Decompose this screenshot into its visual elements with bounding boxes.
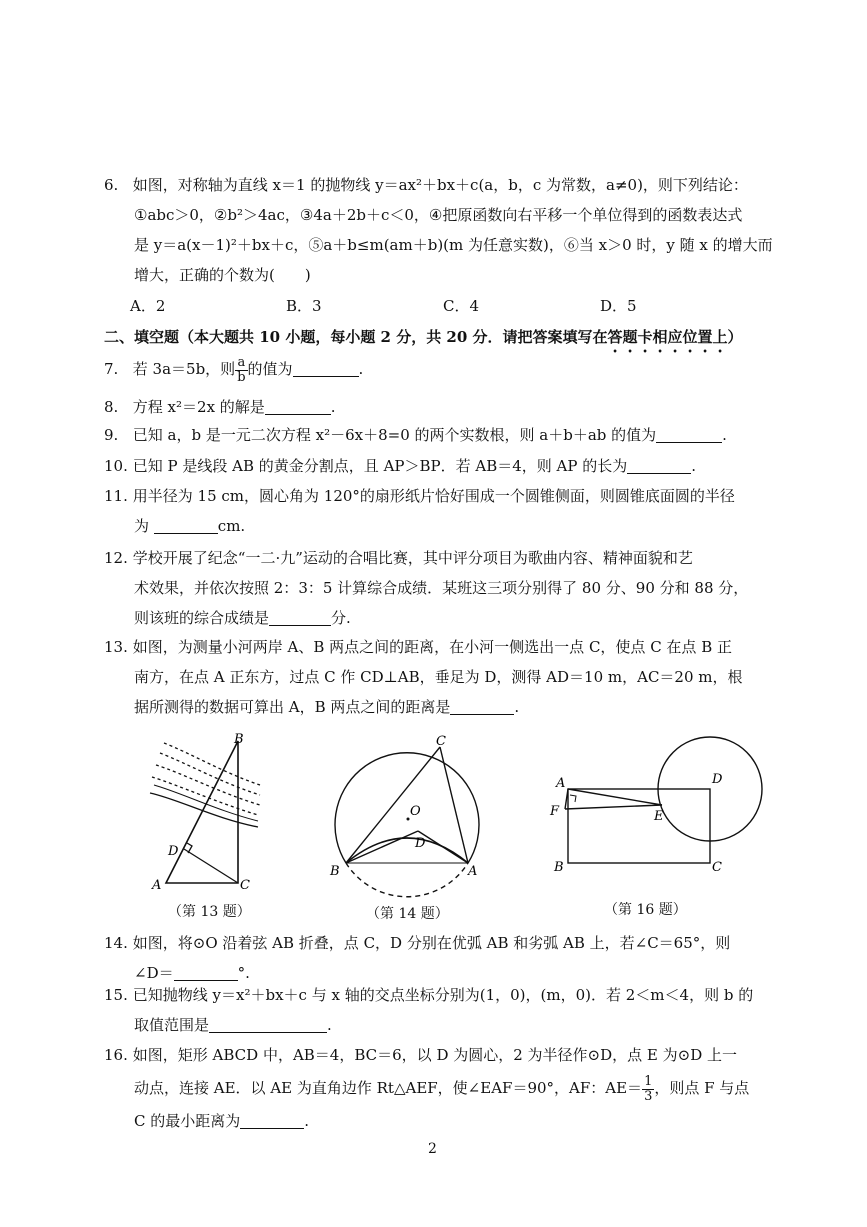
section-header: 二、填空题（本大题共 10 小题，每小题 2 分，共 20 分．请把答案填写在答题卡相应位置上） [104, 328, 743, 346]
question-7: 7. 若 3a＝5b，则 $\frac{a}{b}$ 的值为 . [104, 354, 364, 385]
question-text: 增大，正确的个数为( ) [134, 266, 311, 284]
point-label: C [712, 860, 722, 875]
answer-blank[interactable] [293, 358, 359, 377]
answer-blank[interactable] [450, 696, 514, 715]
figure-13 [148, 733, 268, 893]
point-label: D [415, 836, 426, 851]
option-a[interactable]: A．2 [130, 297, 166, 315]
question-8: 8. 方程 x²＝2x 的解是 . [104, 398, 336, 416]
option-c[interactable]: C．4 [443, 297, 480, 315]
point-label: A [152, 878, 162, 893]
point-label: C [436, 734, 446, 749]
answer-blank[interactable] [174, 962, 238, 981]
fraction: $\frac{a}{b}$ [237, 354, 246, 385]
page-number: 2 [428, 1141, 437, 1157]
question-16: 16. 如图，矩形 ABCD 中，AB＝4，BC＝6，以 D 为圆心，2 为半径作⊙D，点 E 为⊙D 上一 动点，连接 AE．以 AE 为直角边作 Rt△AEF，使∠EAF＝90°，AF：AE＝ $\frac{1}{3}$ ，则点 F 与点 C 的最小距离为 . [104, 1046, 750, 1130]
question-number: 6. [104, 176, 119, 194]
option-b[interactable]: B．3 [286, 297, 322, 315]
point-label: A [468, 864, 478, 879]
figure-caption: （第 14 题） [366, 906, 449, 922]
question-6 [104, 170, 774, 290]
figure-caption: （第 16 题） [604, 902, 687, 918]
point-label: D [712, 772, 723, 787]
point-label: C [240, 878, 250, 893]
figure-14 [320, 733, 500, 903]
question-9: 9. 已知 a，b 是一元二次方程 x²－6x＋8=0 的两个实数根，则 a＋b＋ab 的值为 . [104, 426, 727, 444]
fraction: $\frac{1}{3}$ [644, 1073, 653, 1104]
question-11: 11. 用半径为 15 cm，圆心角为 120°的扇形纸片恰好围成一个圆锥侧面，则圆锥底面圆的半径 为 cm. [104, 487, 735, 535]
answer-blank[interactable] [627, 455, 691, 474]
answer-blank[interactable] [269, 607, 331, 626]
figure-16 [548, 733, 764, 883]
question-13: 13. 如图，为测量小河两岸 A、B 两点之间的距离，在小河一侧选出一点 C，使点 C 在点 B 正 南方，在点 A 正东方，过点 C 作 CD⊥AB，垂足为 D，测得 AD＝10 m，AC＝20 m，根 据所测得的数据可算出 A，B 两点之间的距离是 . [104, 638, 743, 716]
option-d[interactable]: D．5 [600, 297, 637, 315]
question-text: 是 y＝a(x－1)²＋bx＋c，⑤a＋b≤m(am＋b)(m 为任意实数)，⑥当 x＞0 时，y 随 x 的增大而 [134, 236, 773, 254]
emphasized-text: 答题卡相应位置上 [607, 328, 728, 346]
question-text: ①abc＞0，②b²＞4ac，③4a＋2b＋c＜0，④把原函数向右平移一个单位得到的函数表达式 [134, 206, 743, 224]
question-12: 12. 学校开展了纪念“一二·九”运动的合唱比赛，其中评分项目为歌曲内容、精神面貌和艺 术效果，并依次按照 2：3：5 计算综合成绩．某班这三项分别得了 80 分、90 分和 88 分， 则该班的综合成绩是 分. [104, 549, 749, 627]
answer-blank[interactable] [656, 424, 722, 443]
answer-blank[interactable] [240, 1110, 304, 1129]
point-label: F [550, 804, 560, 819]
point-label: D [168, 844, 179, 859]
question-text: 如图，对称轴为直线 x＝1 的抛物线 y＝ax²＋bx＋c(a，b，c 为常数，a≠0)，则下列结论： [132, 176, 748, 194]
point-label: B [554, 860, 564, 875]
answer-blank[interactable] [154, 515, 218, 534]
point-label: E [654, 809, 664, 824]
point-label: A [556, 776, 566, 791]
question-15: 15. 已知抛物线 y＝x²＋bx＋c 与 x 轴的交点坐标分别为(1，0)，(m，0)．若 2＜m＜4，则 b 的 取值范围是 . [104, 986, 754, 1034]
answer-blank[interactable] [265, 396, 331, 415]
point-label: B [234, 733, 244, 747]
point-label: O [410, 804, 421, 819]
figure-caption: （第 13 题） [168, 904, 251, 920]
point-label: B [330, 864, 340, 879]
answer-blank[interactable] [209, 1014, 327, 1033]
question-14: 14. 如图，将⊙O 沿着弦 AB 折叠，点 C，D 分别在优弧 AB 和劣弧 AB 上，若∠C＝65°，则 ∠D＝ °. [104, 934, 731, 982]
question-10: 10. 已知 P 是线段 AB 的黄金分割点，且 AP＞BP．若 AB＝4，则 AP 的长为 . [104, 457, 697, 475]
